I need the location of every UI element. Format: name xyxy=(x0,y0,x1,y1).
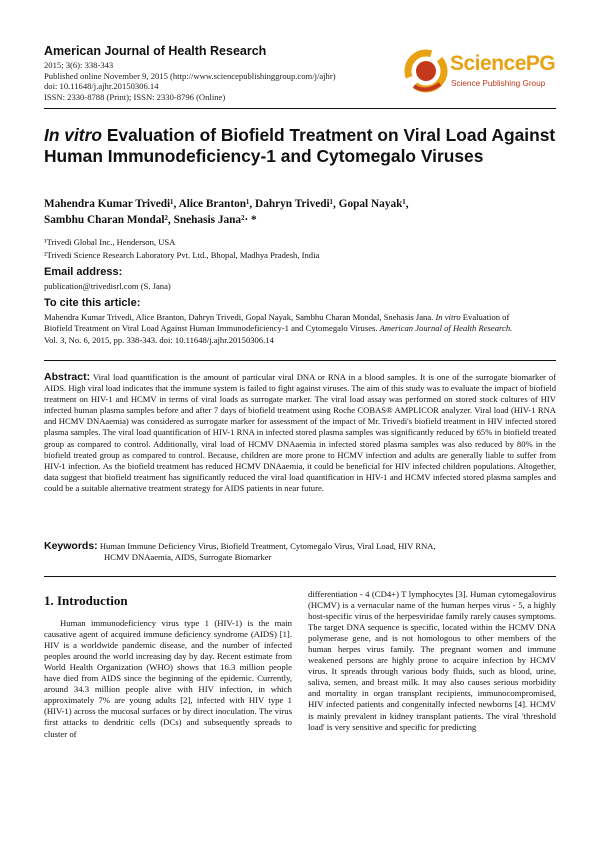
cite-line1-italic: In vitro xyxy=(435,312,461,322)
intro-right-column xyxy=(308,589,556,733)
affiliations xyxy=(44,236,564,261)
title-rest: Evaluation of Biofield Treatment on Viral Load Against Human Immunodeficiency-1 and Cytomegalo Viruses xyxy=(44,125,556,166)
cite-line1-b: Evaluation of xyxy=(460,312,510,322)
intro-left-column xyxy=(44,595,292,740)
cite-line1-a: Mahendra Kumar Trivedi, Alice Branton, Dahryn Trivedi, Gopal Nayak, Sambhu Charan Mondal, Snehasis Jana. xyxy=(44,312,436,322)
keywords xyxy=(44,541,556,563)
intro-right-text: differentiation - 4 (CD4+) T lymphocytes [3]. Human cytomegalovirus (HCMV) is a vernacular name of the human herpes virus - 5, a highly host-specific virus of the herpesviridae family rarely causes symptoms. The target DNA sequence is specific, located within the HCMV DNA polymerase gene, and is not homologous to other members of the human herpes virus family. The pregnant women and immune weakened persons are highly prone to acquire infection by HCMV virus. It spreads through various body fluids, such as blood, urine, saliva, semen, and breast milk. It may also causes serious morbidity and mortality in organ transplant recipients, immunocompromised, HIV infected patients and congenitally infected newborns [4]. HCMV is mainly prevalent in kidney transplant patients. The viral 'threshold load' is very sensitive and specific for predicting xyxy=(308,589,556,732)
journal-title: American Journal of Health Research xyxy=(44,44,267,58)
article-title xyxy=(44,125,564,167)
keywords-line-2: HCMV DNAaemia, AIDS, Surrogate Biomarker xyxy=(104,552,272,563)
sciencepg-logo xyxy=(404,46,556,98)
volume-line: 2015; 3(6): 338-343 xyxy=(44,60,114,70)
intro-heading: 1. Introduction xyxy=(44,593,128,608)
logo-subtitle: Science Publishing Group xyxy=(451,79,546,88)
authors-line-1: Mahendra Kumar Trivedi¹, Alice Branton¹, Dahryn Trivedi¹, Gopal Nayak¹, xyxy=(44,198,409,210)
keywords-divider xyxy=(44,576,556,577)
header-divider xyxy=(44,108,556,109)
citation xyxy=(44,312,556,346)
cite-line2-italic: American Journal of Health Research. xyxy=(379,323,513,334)
keywords-line-1: Human Immune Deficiency Virus, Biofield Treatment, Cytomegalo Virus, Viral Load, HIV RNA, xyxy=(99,541,436,551)
affiliation-1: ¹Trivedi Global Inc., Henderson, USA xyxy=(44,237,176,247)
abstract-text: Viral load quantification is the amount of particular viral DNA or RNA in a blood samples. It is one of the surrogate biomarker of AIDS. High viral load indicates that the immune system is failed to fight against viruses. The aim of this study was to evaluate the impact of biofield treatment on HIV-1 and HCMV in terms of viral loads as surrogate marker. The viral load assay was performed on stored stock cultures of HIV infected human plasma samples before and after 7 days of biofield treatment using Roche COBAS® AMPLICOR analyzer. Viral load (HIV-1 RNA and HCMV DNAaemia) was considered as surrogate marker for assessment of the impact of Mr. Trivedi's biofield treatment in HIV infected stored plasma samples. The viral load quantification of HIV-1 RNA in infected stored plasma samples was significantly reduced by 65% in biofield treated group as compared to control. Additionally, viral load of HCMV DNAaemia in infected stored plasma samples was also reduced by 80% in the biofield treated group as compared to control. Because, children are more prone to HCMV infection and adults are generally liable to suffer from HIV-1 infection. As the biofield treatment has reduced HCMV DNAaemia, it could be beneficial for HIV infected children populations. Altogether, data suggest that biofield treatment has significantly reduced the viral load quantification in HIV-1 and HCMV infected stored plasma samples and could be a suitable alternative treatment strategy for AIDS patients in near future. xyxy=(44,372,557,493)
keywords-label: Keywords: xyxy=(44,540,98,552)
authors-line-2: Sambhu Charan Mondal², Snehasis Jana²· * xyxy=(44,214,257,226)
title-italic: In vitro xyxy=(44,125,102,145)
abstract xyxy=(44,372,556,494)
published-line: Published online November 9, 2015 (http://www.sciencepublishinggroup.com/j/ajhr) xyxy=(44,70,336,81)
logo-emblem-icon xyxy=(404,46,448,96)
intro-left-text: Human immunodeficiency virus type 1 (HIV-1) is the main causative agent of acquired immune deficiency syndrome (AIDS) [1]. HIV is a worldwide pandemic disease, and the number of infected peoples around the world increasing day by day. Recent estimate from World Health Organization (WHO) shows that 16.3 million people have died from AIDS since the beginning of the epidemic. Currently, around 34.3 million people alive with HIV infection, in which approximately 7% are young adults [2], infected with HIV type 1 (HIV-1) across the mucosal surfaces or by direct inoculation. The virus first attacks to dendritic cells (DCs) and subsequently spreads to cluster of xyxy=(44,618,292,739)
authors xyxy=(44,196,564,228)
cite-line3: Vol. 3, No. 6, 2015, pp. 338-343. doi: 10.11648/j.ajhr.20150306.14 xyxy=(44,334,274,345)
email-value: publication@trivedisrl.com (S. Jana) xyxy=(44,281,171,291)
affiliation-2: ²Trivedi Science Research Laboratory Pvt. Ltd., Bhopal, Madhya Pradesh, India xyxy=(44,249,320,260)
issn-line: ISSN: 2330-8788 (Print); ISSN: 2330-8796 (Online) xyxy=(44,91,226,102)
cite-line2-a: Biofield Treatment on Viral Load Against Human Immunodeficiency-1 and Cytomegalo Viruses. xyxy=(44,323,380,334)
journal-header xyxy=(44,44,404,102)
abstract-divider-top xyxy=(44,360,556,361)
email-heading: Email address: xyxy=(44,266,123,278)
logo-name: SciencePG xyxy=(450,52,556,75)
cite-heading: To cite this article: xyxy=(44,297,141,309)
doi-line: doi: 10.11648/j.ajhr.20150306.14 xyxy=(44,81,159,92)
abstract-label: Abstract: xyxy=(44,371,91,383)
